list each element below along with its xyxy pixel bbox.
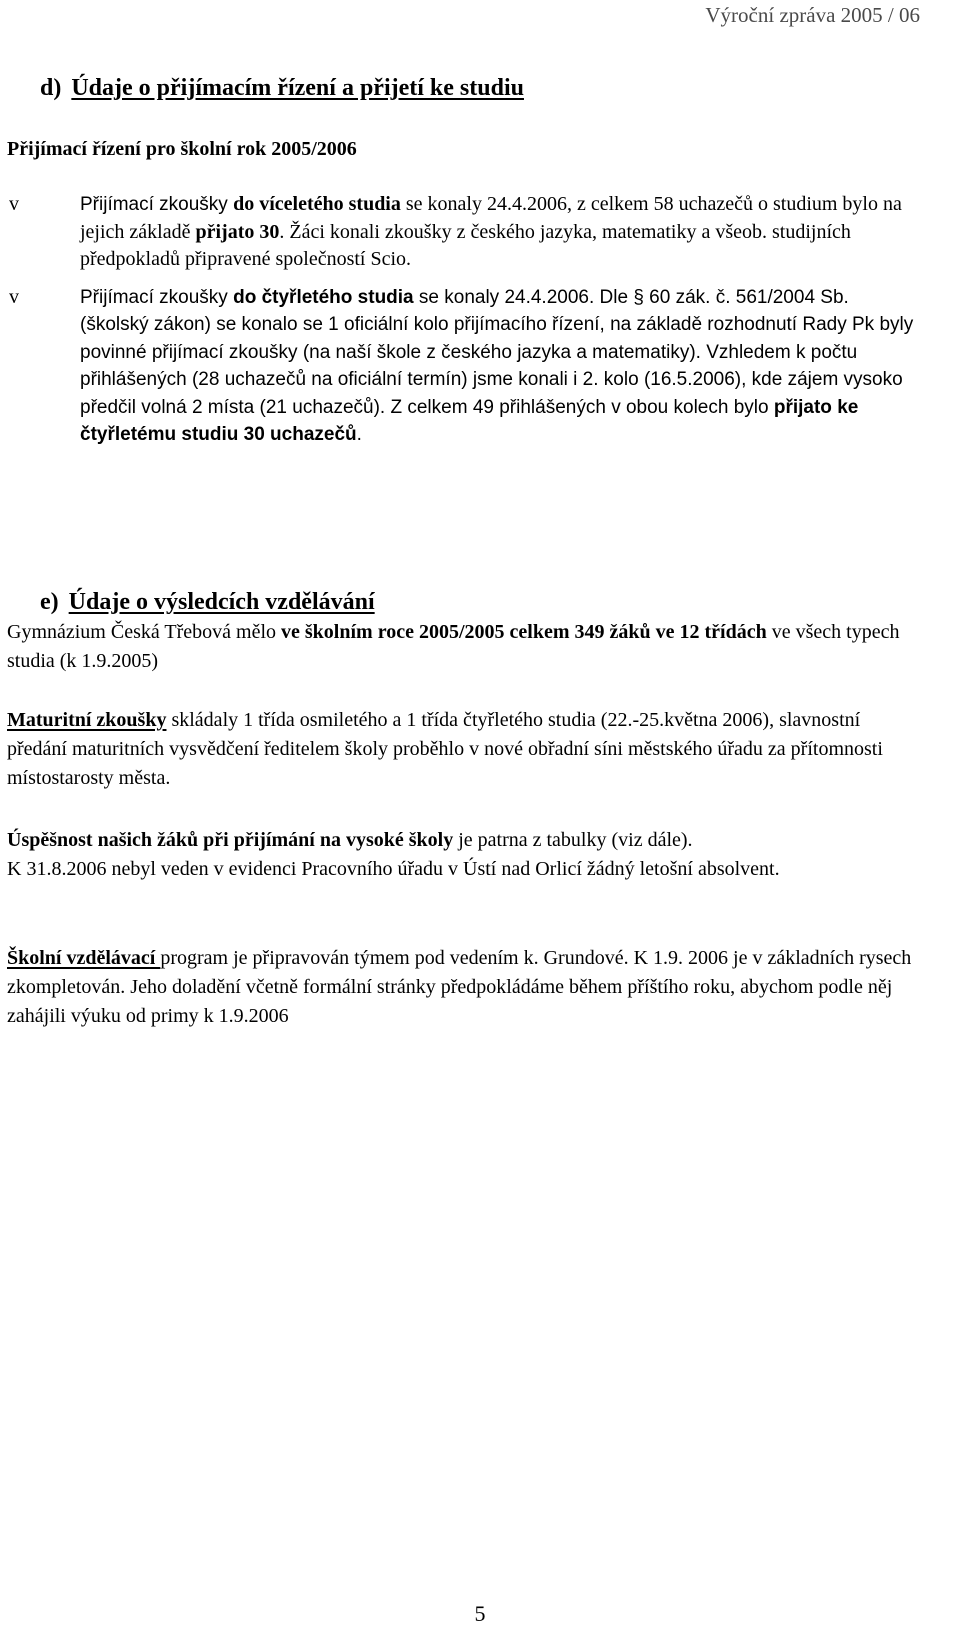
paragraph-student-count: Gymnázium Česká Třebová mělo ve školním roce 2005/2005 celkem 349 žáků ve 12 třídách ve všech typech studia (k 1.9.2005): [7, 621, 900, 672]
page-number: 5: [474, 1601, 486, 1626]
admission-subheading: Přijímací řízení pro školní rok 2005/2006: [7, 138, 357, 160]
section-d-heading: [40, 72, 524, 104]
bullet-item-multiyear: [7, 191, 922, 274]
section-d-letter: d): [40, 75, 62, 101]
paragraph-maturita: Maturitní zkoušky skládaly 1 třída osmiletého a 1 třída čtyřletého studia (22.-25.května 2006), slavnostní předání maturitních vysvědčení ředitelem školy proběhlo v nové obřadní síni městského úřadu za přítomnosti místostarosty města.: [7, 709, 883, 789]
running-header: Výroční zpráva 2005 / 06: [705, 3, 920, 27]
bullet-text-fouryear: Přijímací zkoušky do čtyřletého studia se konaly 24.4.2006. Dle § 60 zák. č. 561/2004 Sb. (školský zákon) se konalo se 1 oficiální kolo přijímacího řízení, na základě rozhodnutí Rady Pk byly povinné přijímací zkoušky (na naší škole z českého jazyka a matematiky). Vzhledem k počtu přihlášených (28 uchazečů na oficiální termín) jsme konali i 2. kolo (16.5.2006), kde zájem vysoko předčil volná 2 místa (21 uchazečů). Z celkem 49 přihlášených v obou kolech bylo přijato ke čtyřletému studiu 30 uchazečů.: [80, 286, 914, 445]
paragraph-university-success: Úspěšnost našich žáků při přijímání na vysoké školy je patrna z tabulky (viz dále). K 31.8.2006 nebyl veden v evidenci Pracovního úřadu v Ústí nad Orlicí žádný letošní absolvent.: [7, 826, 922, 884]
bullet-marker: v: [9, 193, 19, 215]
admission-bullet-list: [7, 191, 922, 459]
paragraph-unemployment: K 31.8.2006 nebyl veden v evidenci Pracovního úřadu v Ústí nad Orlicí žádný letošní absolvent.: [7, 858, 780, 880]
section-e-title: Údaje o výsledcích vzdělávání: [68, 589, 375, 615]
bullet-text-multiyear: Přijímací zkoušky do víceletého studia se konaly 24.4.2006, z celkem 58 uchazečů o studium bylo na jejich základě přijato 30. Žáci konali zkoušky z českého jazyka, matematiky a všeob. studijních předpokladů připravené společností Scio.: [80, 193, 902, 270]
bullet-item-fouryear: [7, 284, 922, 449]
bullet-marker: v: [9, 285, 19, 308]
section-e-heading: [40, 586, 375, 618]
paragraph-curriculum: Školní vzdělávací program je připravován týmem pod vedením k. Grundové. K 1.9. 2006 je v základních rysech zkompletován. Jeho doladění včetně formální stránky předpokládáme během příštího roku, abychom podle něj zahájili výuku od primy k 1.9.2006: [7, 947, 912, 1027]
section-e-letter: e): [40, 589, 59, 615]
section-d-title: Údaje o přijímacím řízení a přijetí ke studiu: [71, 75, 524, 101]
